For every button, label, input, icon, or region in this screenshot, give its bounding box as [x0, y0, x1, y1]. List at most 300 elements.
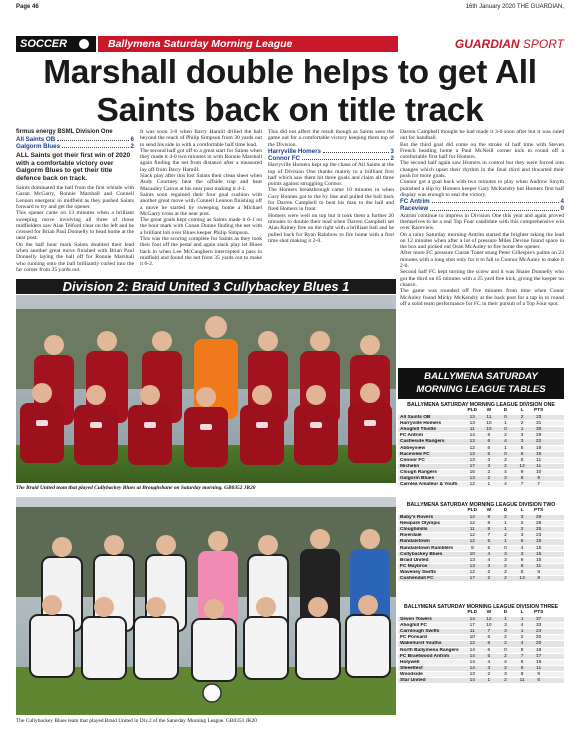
table-cell: 17 — [469, 576, 475, 582]
table-cell: 23 — [536, 533, 542, 539]
score-team: All Saints OB — [16, 136, 56, 143]
table-cell: 3 — [504, 629, 507, 635]
team-name: Randalstown — [400, 539, 430, 545]
table-cell: 0 — [504, 427, 507, 433]
table-cell: 4 — [520, 545, 524, 551]
table-cell: 17 — [469, 463, 475, 469]
table-row — [398, 545, 564, 551]
table-cell: 2 — [504, 641, 507, 647]
table-row — [398, 514, 564, 520]
table-cell: 13 — [469, 476, 475, 482]
table-cell: 2 — [487, 469, 491, 475]
team-name: FC Antrim — [400, 433, 424, 439]
table-cell: 13 — [469, 563, 475, 569]
table-caption: BALLYMENA SATURDAY MORNING LEAGUE DIVISION THREE — [403, 604, 558, 610]
table-cell: 8 — [520, 451, 524, 457]
league-tables — [398, 368, 564, 730]
table-row — [398, 420, 564, 426]
table-cell: 11 — [469, 527, 475, 533]
table-cell: 13 — [469, 671, 475, 677]
column-header: D — [503, 610, 508, 615]
table-row — [398, 551, 564, 557]
table-cell: 3 — [504, 623, 507, 629]
table-cell: 3 — [487, 563, 491, 569]
table-cell: 11 — [536, 563, 542, 569]
score-value: 4 — [560, 198, 564, 206]
table-cell: 9 — [537, 671, 540, 677]
table-cell: 2 — [520, 521, 524, 527]
table-cell: 29 — [536, 515, 542, 521]
table-cell: 15 — [536, 545, 542, 551]
table-cell: 9 — [537, 476, 540, 482]
score-team: FC Antrim — [400, 198, 430, 206]
table-cell: 10 — [469, 635, 475, 641]
team-name: Castleside Rangers — [400, 439, 445, 445]
table-cell: 1 — [504, 539, 507, 545]
table-cell: 8 — [520, 647, 524, 653]
football-icon — [78, 38, 90, 50]
team-name: Abbeyview — [400, 445, 426, 451]
paragraph: Antrim continue to impress in Division One this year and again proved themselves to be a real Top Four candidate with this comprehensive win over Raceview. — [400, 212, 564, 232]
table-header — [398, 508, 564, 514]
table-cell: 7 — [487, 629, 491, 635]
table-cell: 3 — [520, 433, 524, 439]
table-cell: 3 — [504, 671, 507, 677]
table-cell: 2 — [504, 533, 507, 539]
table-cell: 17 — [536, 653, 542, 659]
table-row — [398, 481, 564, 487]
table-cell: 8 — [520, 476, 524, 482]
table-cell: 8 — [487, 527, 491, 533]
table-cell: 11 — [519, 678, 525, 684]
table-cell: 1 — [520, 617, 524, 623]
table-cell: 3 — [487, 457, 491, 463]
team-name: Ahoghill Thistle — [400, 427, 436, 433]
table-cell: 7 — [537, 482, 540, 488]
table-cell: 2 — [504, 665, 507, 671]
team-name: Newpark Olympic — [400, 521, 441, 527]
paragraph: On a rainy Saturday morning Antrim started the brighter taking the lead on 12 minutes when after a lot of pressure Miles Devine found space in the box and picked out Oran McAuley to fire home the opener. — [400, 231, 564, 251]
table-cell: 10 — [536, 469, 542, 475]
table-cell: 2 — [504, 563, 507, 569]
table-cell: 6 — [520, 557, 524, 563]
table-row — [398, 457, 564, 463]
paragraph: But the third goal did come on the stroke of half time with Steven French heading home a Paul McNeill corner kick to round off a comfortable first half for Homers. — [400, 141, 564, 161]
team-name: Clough Rangers — [400, 469, 438, 475]
table-row — [398, 445, 564, 451]
table-cell: 2 — [487, 576, 491, 582]
table-cell: 14 — [469, 617, 475, 623]
table-row — [398, 520, 564, 526]
team-name: Michelin — [400, 463, 420, 469]
table-cell: 5 — [487, 545, 491, 551]
table-cell: 11 — [536, 665, 542, 671]
table-cell: 1 — [520, 427, 524, 433]
column-header: PLD — [467, 408, 478, 413]
table-cell: 6 — [487, 445, 491, 451]
table-cell: 3 — [504, 551, 507, 557]
table-cell: 30 — [536, 427, 542, 433]
table-cell: 13 — [469, 457, 475, 463]
table-header — [398, 610, 564, 616]
team-name: Wakehurst Youths — [400, 641, 442, 647]
table-cell: 1 — [504, 445, 507, 451]
score-line — [400, 198, 564, 205]
paragraph: This opener came on 13 minutes when a brilliant sweeping move involving all three of those midfielders saw Alan Telford clear on the left and he crossed for Brian Paul Donnelly to head home at the near post. — [16, 210, 134, 242]
table-cell: 1 — [504, 421, 507, 427]
team-name: Carnlough Swifts — [400, 629, 440, 635]
table-row — [398, 665, 564, 671]
table-cell: 2 — [520, 415, 524, 421]
table-cell: 11 — [536, 457, 542, 463]
table-cell: 12 — [469, 521, 475, 527]
team-name: Braid United — [400, 557, 429, 563]
table-cell: 14 — [469, 659, 475, 665]
table-cell: 13 — [469, 451, 475, 457]
table-cell: 6 — [487, 647, 491, 653]
table-cell: 1 — [504, 527, 507, 533]
column-header: D — [503, 408, 508, 413]
table-cell: 10 — [486, 427, 492, 433]
paragraph: Second half FC kept turning the screw and it was Shane Donnelly who got the third on 65 minutes with a 25 yard free kick, giving the keeper no chance. — [400, 269, 564, 288]
table-cell: 5 — [487, 539, 491, 545]
table-cell: 14 — [469, 433, 475, 439]
table-cell: 14 — [469, 647, 475, 653]
table-cell: 29 — [536, 433, 542, 439]
table-cell: 15 — [536, 551, 542, 557]
table-cell: 18 — [536, 647, 542, 653]
team-photo-braid-united — [16, 295, 396, 483]
table-cell: 9 — [520, 469, 524, 475]
table-cell: 2 — [520, 635, 524, 641]
table-row — [398, 616, 564, 622]
column-header: PTS — [534, 408, 544, 413]
table-cell: 0 — [504, 415, 507, 421]
table-rows — [398, 414, 564, 487]
tables-heading — [398, 368, 564, 399]
paragraph: Saints soon regained their four goal cushion with another great move with Connell Lennon finishing off a move he started by sweeping home a Michael McGarry cross at the near post. — [140, 191, 262, 217]
table-cell: 12 — [469, 641, 475, 647]
table-row — [398, 569, 564, 575]
table-row — [398, 628, 564, 634]
table-cell: 13 — [469, 439, 475, 445]
paragraph: The game was rounded off five minutes from time when Conor McAuley found Micky McKendry at the back post for a tap in to round off a solid team performance for FC in their pursuit of a Top Four spot. — [400, 288, 564, 307]
league-label: Ballymena Saturday Morning League — [98, 36, 398, 52]
paragraph: Darren Campbell thought he had made it 3-0 soon after but it was ruled out for handball. — [400, 129, 564, 142]
table-row — [398, 557, 564, 563]
table-cell: 6 — [487, 635, 491, 641]
table-cell: 5 — [537, 678, 540, 684]
brand-guardian: GUARDIAN — [454, 37, 520, 51]
team-name: Steeeltext — [400, 665, 423, 671]
table-row — [398, 414, 564, 420]
table-row — [398, 622, 564, 628]
table-cell: 2 — [487, 671, 491, 677]
team-name: North Ballymena Rangers — [400, 647, 459, 653]
column-header: PTS — [534, 610, 544, 615]
paragraph: After more FC pressure Ciaran Toner stung Peter Gillespie's palms on 23 minutes with a long shot only for it to fall to Connor McAuley to make it 2-0. — [400, 250, 564, 270]
paragraph: The second half got off to a great start for Saints when they made it 4-0 two minutes in with Ronnie Marshall again finding the net from distance after a measured lay off from Barry Hamill. — [140, 147, 262, 173]
score-value: 2 — [130, 143, 134, 151]
table-cell: 13 — [469, 557, 475, 563]
score-value: 3 — [390, 147, 394, 155]
table-cell: 12 — [469, 533, 475, 539]
table-cell: 6 — [520, 539, 524, 545]
table-cell: 4 — [520, 623, 524, 629]
score-team: Raceview — [400, 205, 429, 213]
team-name: Seven Towers — [400, 617, 432, 623]
table-cell: 20 — [536, 635, 542, 641]
table-cell: 3 — [487, 665, 491, 671]
table-row — [398, 659, 564, 665]
table-row — [398, 677, 564, 683]
table-cell: 2 — [504, 463, 507, 469]
table-cell: 13 — [469, 421, 475, 427]
table-cell: 1 — [487, 678, 491, 684]
article-column-4 — [400, 129, 564, 307]
score-value: 0 — [560, 205, 564, 213]
table-cell: 11 — [536, 463, 542, 469]
table-cell: 11 — [486, 415, 492, 421]
table-cell: 8 — [520, 569, 524, 575]
table-cell: 6 — [487, 439, 491, 445]
paragraph: Saints dominated the ball from the first whistle with Garan McGarry, Ronnie Marshall and Connell Lennon energetic in midfield as they pushed Saints forward to try and get the opener. — [16, 185, 134, 210]
table-cell: 3 — [520, 551, 524, 557]
team-name: Waveney Swifts — [400, 569, 437, 575]
paragraph: Connor got a goal back with two minutes to play when Andrew Smyth punished a slip by Homers keeper Gary McKendry but Homers first half display was enough to seal the victory. — [400, 179, 564, 198]
table-cell: 7 — [520, 482, 524, 488]
table-cell: 15 — [536, 557, 542, 563]
paragraph: This did not affect the result though as Saints seen the game out for a comfortable victory keeping them top of the Division. — [268, 129, 394, 148]
table-cell: 10 — [469, 551, 475, 557]
table-row — [398, 634, 564, 640]
score-team: Connor FC — [268, 155, 300, 163]
table-cell: 3 — [520, 439, 524, 445]
table-cell: 0 — [504, 647, 507, 653]
table-cell: 2 — [520, 421, 524, 427]
table-row — [398, 640, 564, 646]
table-cell: 1 — [504, 521, 507, 527]
table-cell: 12 — [519, 463, 525, 469]
table-cell: 20 — [536, 641, 542, 647]
table-row — [398, 432, 564, 438]
table-cell: 19 — [536, 445, 542, 451]
table-cell: 25 — [536, 527, 542, 533]
table-cell: 5 — [520, 445, 524, 451]
table-cell: 28 — [536, 521, 542, 527]
column-header: PLD — [467, 508, 478, 513]
table-cell: 13 — [519, 576, 525, 582]
score-line — [268, 148, 394, 155]
table-row — [398, 538, 564, 544]
column-header: D — [503, 508, 508, 513]
tables-heading-line: BALLYMENA SATURDAY — [424, 371, 538, 382]
table-rows — [398, 514, 564, 581]
table-cell: 3 — [520, 533, 524, 539]
team-name: Randalstown Ramblers — [400, 545, 454, 551]
table-cell: 5 — [487, 653, 491, 659]
table-cell: 6 — [487, 641, 491, 647]
score-value: 2 — [390, 155, 394, 163]
tables-heading-line: MORNING LEAGUE TABLES — [416, 383, 546, 395]
headline: Marshall double helps to get All Saints back on title track — [43, 54, 537, 129]
table-cell: 14 — [469, 653, 475, 659]
table-cell: 11 — [469, 427, 475, 433]
team-name: Raceview FC — [400, 451, 430, 457]
table-cell: 2 — [487, 569, 491, 575]
table-cell: 2 — [487, 476, 491, 482]
table-cell: 17 — [469, 623, 475, 629]
table-cell: 9 — [487, 521, 491, 527]
table-cell: 14 — [469, 678, 475, 684]
table-cell: 8 — [537, 569, 540, 575]
column-header: L — [520, 408, 524, 413]
article-column-1 — [16, 129, 134, 273]
masthead-logo — [455, 36, 564, 52]
table-cell: 3 — [504, 557, 507, 563]
table-cell: 9 — [520, 665, 524, 671]
table-cell: 3 — [520, 515, 524, 521]
table-row — [398, 563, 564, 569]
table-row — [398, 526, 564, 532]
table-cell: 4 — [504, 439, 507, 445]
table-cell: 33 — [536, 415, 542, 421]
table-cell: 4 — [504, 469, 507, 475]
table-cell: 1 — [487, 482, 491, 488]
table-cell: 14 — [469, 665, 475, 671]
table-cell: 2 — [504, 653, 507, 659]
table-cell: 2 — [504, 433, 507, 439]
table-row — [398, 647, 564, 653]
table-row — [398, 671, 564, 677]
table-cell: 4 — [487, 551, 491, 557]
table-cell: 6 — [520, 659, 524, 665]
team-name: FC Maybros — [400, 563, 428, 569]
paragraph: This was the scoring complete for Saints as they took their foot off the pedal and again slack play let Blues back in when Lee McCaughern intercepted a pass in midfield and found the net from 35 yards out to make it 6-2. — [140, 236, 262, 268]
paragraph: The second half again saw Homers in control but they were forced into changes which upset their rhythm in the final third and thwarted their push for more goals. — [400, 160, 564, 180]
table-cell: 12 — [469, 539, 475, 545]
section-banner — [16, 36, 564, 52]
team-name: Harryville Homers — [400, 421, 442, 427]
table-cell: 3 — [504, 476, 507, 482]
table-cell: 1 — [504, 617, 507, 623]
article-column-2 — [140, 129, 262, 268]
table-cell: 3 — [487, 463, 491, 469]
table-cell: 16 — [536, 539, 542, 545]
table-cell: 16 — [536, 659, 542, 665]
table-cell: 2 — [504, 457, 507, 463]
table-caption: BALLYMENA SATURDAY MORNING LEAGUE DIVISION TWO — [406, 502, 556, 508]
table-division-one — [398, 402, 564, 487]
team-photo-image — [16, 295, 396, 483]
table-cell: 1 — [520, 629, 524, 635]
table-cell: 14 — [469, 515, 475, 521]
table-cell: 8 — [520, 457, 524, 463]
table-cell: 10 — [486, 421, 492, 427]
table-cell: 4 — [504, 659, 507, 665]
team-photo-cullybackey-blues — [16, 497, 396, 715]
article-lead: ALL Saints got their first win of 2020 with a comfortable victory over Galgorm Blues to get their title defence back on track. — [16, 152, 131, 182]
table-cell: 37 — [536, 617, 542, 623]
table-cell: 7 — [520, 653, 524, 659]
table-cell: 11 — [469, 629, 475, 635]
table-cell: 0 — [504, 545, 507, 551]
table-cell: 12 — [486, 617, 492, 623]
table-cell: 4 — [487, 557, 491, 563]
score-team: Harryville Homers — [268, 147, 321, 155]
competition-name: firmus energy BSML Division One — [16, 129, 113, 135]
table-cell: 13 — [469, 415, 475, 421]
table-row — [398, 475, 564, 481]
page-number: Page 46 — [16, 4, 39, 10]
table-cell: 8 — [520, 671, 524, 677]
table-cell: 31 — [536, 421, 542, 427]
brand-sport: SPORT — [522, 37, 564, 51]
table-cell: 2 — [504, 635, 507, 641]
team-name: Ahoghill FC — [400, 623, 427, 629]
table-cell: 4 — [520, 641, 524, 647]
team-name: Star United — [400, 678, 426, 684]
team-photo-image — [16, 497, 396, 715]
team-name: Carnlea Amateur & Youth — [400, 482, 458, 488]
table-cell: 5 — [487, 451, 491, 457]
table-cell: 8 — [537, 576, 540, 582]
column-header: PLD — [467, 610, 478, 615]
team-name: Holywell — [400, 659, 420, 665]
team-name: Baby's Rovers — [400, 515, 434, 521]
table-cell: 9 — [487, 515, 491, 521]
team-name: Galgorm Blues — [400, 476, 435, 482]
table-row — [398, 575, 564, 581]
score-line — [16, 143, 134, 150]
table-cell: 0 — [504, 451, 507, 457]
team-name: Woodside — [400, 671, 423, 677]
table-caption: BALLYMENA SATURDAY MORNING LEAGUE DIVISION ONE — [407, 402, 555, 408]
score-line — [16, 136, 134, 143]
photo-caption: The Cullybackey Blues team that played Braid United in Div.2 of the Saturday Morning League. GB0353 JK20 — [16, 718, 257, 724]
column-header: W — [486, 508, 492, 513]
table-row — [398, 451, 564, 457]
table-row — [398, 653, 564, 659]
page-meta — [16, 4, 564, 14]
paragraph: Homers were well on top but it took them a further 20 minutes to double their lead when Darren Campbell set Alan Rainey free on the right with a brilliant ball and he pulled back for Ryan Rainbow to fire home with a first time shot making it 2-0. — [268, 212, 394, 244]
table-cell: 24 — [536, 629, 542, 635]
table-cell: 2 — [504, 576, 507, 582]
column-header: L — [520, 508, 524, 513]
paragraph: Slack play after this lost Saints their clean sheet when Andy Courtney beat the offside trap and beat Macauley Cairns at his near post making it 4-1. — [140, 173, 262, 192]
table-cell: 9 — [470, 545, 474, 551]
table-cell: 10 — [486, 623, 492, 629]
score-line — [400, 205, 564, 212]
table-header — [398, 408, 564, 414]
team-name: Cloughmills — [400, 527, 428, 533]
column-header: W — [486, 610, 492, 615]
table-row — [398, 469, 564, 475]
table-cell: 2 — [504, 515, 507, 521]
table-cell: 12 — [469, 482, 475, 488]
team-name: FC Ponsard — [400, 635, 427, 641]
issue-date: 16th January 2020 THE GUARDIAN, — [465, 4, 564, 10]
team-name: FC Braetwood Antrim — [400, 653, 450, 659]
paragraph: It was soon 3-0 when Barry Hamill drilled the ball beyond the reach of Philip Simpson from 30 yards out to send his side in with a comfortable half time lead. — [140, 129, 262, 148]
table-row — [398, 532, 564, 538]
score-team: Galgorm Blues — [16, 143, 61, 151]
team-name: Cushendall FC — [400, 576, 434, 582]
soccer-label: SOCCER — [16, 36, 96, 52]
paragraph: On the half hour mark Saints doubled their lead when another great move finished with Brian Paul Donnelly laying the ball off for Ronnie Marshall who running onto the ball brilliantly curled into the far corner from 25 yards out. — [16, 241, 134, 273]
table-division-three — [398, 604, 564, 683]
paragraph: The Homers breakthrough came 10 minutes in when Gary Bonnes got to the by line and pulled the ball back for Darren Campbell to beat his man to the ball and fired Homers in front. — [268, 187, 394, 213]
